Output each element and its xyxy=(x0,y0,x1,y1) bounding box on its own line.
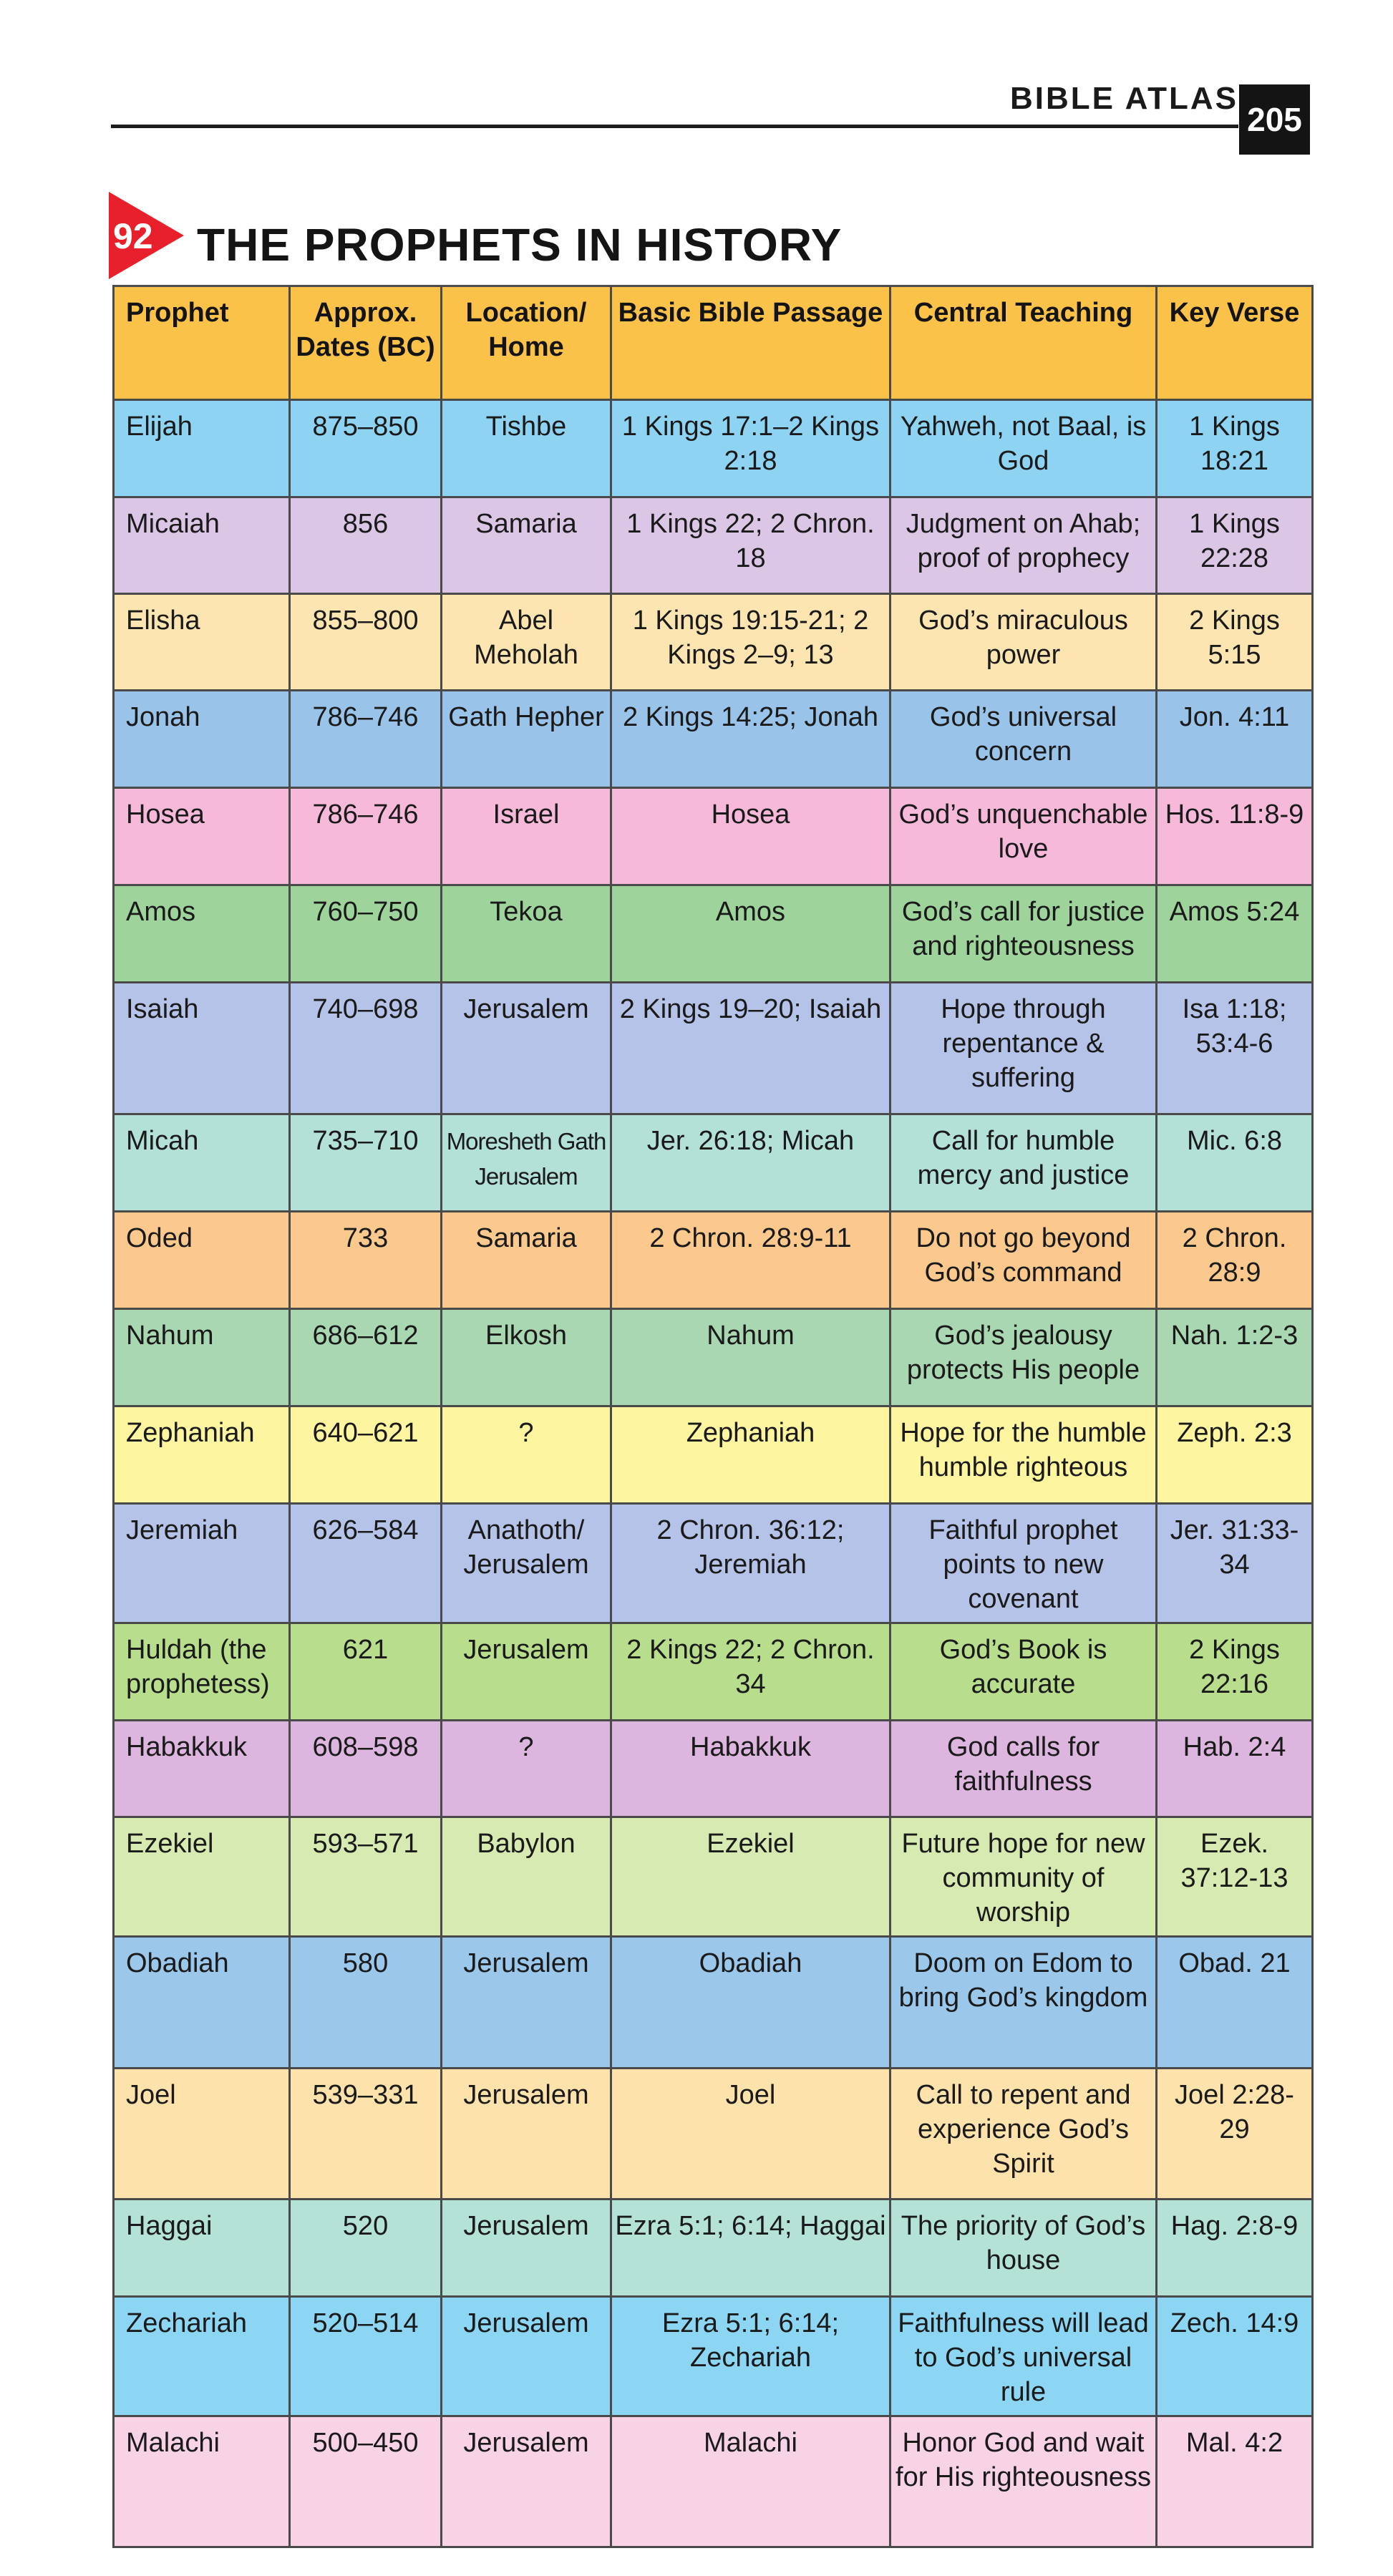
cell-passage: Nahum xyxy=(611,1309,890,1406)
cell-passage: 1 Kings 22; 2 Chron. 18 xyxy=(611,497,890,594)
cell-location: Tishbe xyxy=(442,400,611,497)
cell-dates: 626–584 xyxy=(290,1504,442,1623)
table-row xyxy=(114,885,1313,983)
cell-teaching: Future hope for new community of worship xyxy=(890,1817,1157,1937)
cell-prophet: Isaiah xyxy=(114,983,290,1114)
table-row xyxy=(114,1212,1313,1309)
cell-location: Jerusalem xyxy=(442,2416,611,2547)
cell-prophet: Amos xyxy=(114,885,290,983)
cell-teaching: God’s call for justice and righteousness xyxy=(890,885,1157,983)
cell-prophet: Ezekiel xyxy=(114,1817,290,1937)
cell-dates: 520 xyxy=(290,2200,442,2297)
cell-dates: 580 xyxy=(290,1937,442,2069)
cell-location: Gath Hepher xyxy=(442,691,611,788)
cell-dates: 786–746 xyxy=(290,691,442,788)
cell-passage: Obadiah xyxy=(611,1937,890,2069)
cell-teaching: Doom on Edom to bring God’s kingdom xyxy=(890,1937,1157,2069)
table-row xyxy=(114,1623,1313,1721)
cell-prophet: Zechariah xyxy=(114,2297,290,2416)
chart-number: 92 xyxy=(113,216,153,256)
cell-key-verse: Jon. 4:11 xyxy=(1157,691,1313,788)
cell-dates: 735–710 xyxy=(290,1114,442,1212)
cell-key-verse: Mal. 4:2 xyxy=(1157,2416,1313,2547)
cell-key-verse: 2 Kings 5:15 xyxy=(1157,594,1313,691)
cell-passage: Ezra 5:1; 6:14; Haggai xyxy=(611,2200,890,2297)
prophets-table xyxy=(112,285,1314,2548)
cell-prophet: Joel xyxy=(114,2069,290,2200)
cell-prophet: Elisha xyxy=(114,594,290,691)
cell-passage: Habakkuk xyxy=(611,1721,890,1817)
table-row xyxy=(114,1937,1313,2069)
cell-teaching: God’s unquenchable love xyxy=(890,788,1157,885)
cell-location: Jerusalem xyxy=(442,1623,611,1721)
cell-location: Babylon xyxy=(442,1817,611,1937)
cell-prophet: Micaiah xyxy=(114,497,290,594)
cell-teaching: God’s miraculous power xyxy=(890,594,1157,691)
cell-location: ? xyxy=(442,1721,611,1817)
cell-passage: Ezekiel xyxy=(611,1817,890,1937)
table-row xyxy=(114,691,1313,788)
cell-teaching: Call to repent and experience God’s Spirit xyxy=(890,2069,1157,2200)
cell-dates: 593–571 xyxy=(290,1817,442,1937)
cell-key-verse: Mic. 6:8 xyxy=(1157,1114,1313,1212)
cell-dates: 786–746 xyxy=(290,788,442,885)
cell-passage: 2 Chron. 28:9-11 xyxy=(611,1212,890,1309)
cell-passage: 2 Kings 14:25; Jonah xyxy=(611,691,890,788)
cell-location: Elkosh xyxy=(442,1309,611,1406)
cell-dates: 856 xyxy=(290,497,442,594)
cell-dates: 760–750 xyxy=(290,885,442,983)
cell-teaching: Yahweh, not Baal, is God xyxy=(890,400,1157,497)
cell-prophet: Oded xyxy=(114,1212,290,1309)
cell-key-verse: Hab. 2:4 xyxy=(1157,1721,1313,1817)
cell-key-verse: 2 Kings 22:16 xyxy=(1157,1623,1313,1721)
cell-passage: 2 Kings 19–20; Isaiah xyxy=(611,983,890,1114)
table-row xyxy=(114,594,1313,691)
cell-passage: 2 Chron. 36:12; Jeremiah xyxy=(611,1504,890,1623)
cell-dates: 539–331 xyxy=(290,2069,442,2200)
column-header: Central Teaching xyxy=(890,286,1157,400)
cell-dates: 608–598 xyxy=(290,1721,442,1817)
table-row xyxy=(114,2297,1313,2416)
cell-passage: 2 Kings 22; 2 Chron. 34 xyxy=(611,1623,890,1721)
table-body xyxy=(114,400,1313,2547)
cell-location: Abel Meholah xyxy=(442,594,611,691)
cell-key-verse: Hos. 11:8-9 xyxy=(1157,788,1313,885)
cell-passage: Amos xyxy=(611,885,890,983)
column-header: Location/ Home xyxy=(442,286,611,400)
cell-location: Jerusalem xyxy=(442,2200,611,2297)
cell-key-verse: 1 Kings 22:28 xyxy=(1157,497,1313,594)
cell-teaching: Do not go beyond God’s command xyxy=(890,1212,1157,1309)
cell-prophet: Huldah (the prophetess) xyxy=(114,1623,290,1721)
cell-passage: 1 Kings 17:1–2 Kings 2:18 xyxy=(611,400,890,497)
cell-key-verse: 1 Kings 18:21 xyxy=(1157,400,1313,497)
column-header: Prophet xyxy=(114,286,290,400)
cell-teaching: Hope for the humble humble righteous xyxy=(890,1406,1157,1504)
cell-dates: 686–612 xyxy=(290,1309,442,1406)
table-row xyxy=(114,1504,1313,1623)
book-title: BIBLE ATLAS xyxy=(1010,81,1238,116)
cell-passage: Zephaniah xyxy=(611,1406,890,1504)
cell-teaching: God’s Book is accurate xyxy=(890,1623,1157,1721)
cell-key-verse: Isa 1:18; 53:4-6 xyxy=(1157,983,1313,1114)
cell-location: Jerusalem xyxy=(442,983,611,1114)
table-row xyxy=(114,497,1313,594)
cell-teaching: Judgment on Ahab; proof of prophecy xyxy=(890,497,1157,594)
cell-dates: 640–621 xyxy=(290,1406,442,1504)
cell-key-verse: Hag. 2:8-9 xyxy=(1157,2200,1313,2297)
cell-teaching: Faithful prophet points to new covenant xyxy=(890,1504,1157,1623)
column-header: Key Verse xyxy=(1157,286,1313,400)
cell-prophet: Haggai xyxy=(114,2200,290,2297)
cell-prophet: Jeremiah xyxy=(114,1504,290,1623)
cell-dates: 520–514 xyxy=(290,2297,442,2416)
cell-location: Samaria xyxy=(442,1212,611,1309)
cell-location: Israel xyxy=(442,788,611,885)
cell-teaching: Honor God and wait for His righteousness xyxy=(890,2416,1157,2547)
cell-passage: Joel xyxy=(611,2069,890,2200)
table-row xyxy=(114,2200,1313,2297)
cell-prophet: Hosea xyxy=(114,788,290,885)
cell-dates: 740–698 xyxy=(290,983,442,1114)
cell-prophet: Habakkuk xyxy=(114,1721,290,1817)
table-row xyxy=(114,1114,1313,1212)
cell-teaching: Faithfulness will lead to God’s universal rule xyxy=(890,2297,1157,2416)
cell-passage: Malachi xyxy=(611,2416,890,2547)
cell-dates: 621 xyxy=(290,1623,442,1721)
cell-teaching: The priority of God’s house xyxy=(890,2200,1157,2297)
cell-prophet: Elijah xyxy=(114,400,290,497)
table-header-row xyxy=(114,286,1313,400)
cell-teaching: God calls for faithfulness xyxy=(890,1721,1157,1817)
cell-key-verse: Jer. 31:33-34 xyxy=(1157,1504,1313,1623)
cell-location: Jerusalem xyxy=(442,2069,611,2200)
cell-dates: 855–800 xyxy=(290,594,442,691)
column-header: Approx. Dates (BC) xyxy=(290,286,442,400)
chart-number-badge xyxy=(109,192,184,279)
table-row xyxy=(114,1817,1313,1937)
chart-title: THE PROPHETS IN HISTORY xyxy=(197,219,843,271)
table-row xyxy=(114,2069,1313,2200)
cell-key-verse: Zeph. 2:3 xyxy=(1157,1406,1313,1504)
cell-passage: 1 Kings 19:15-21; 2 Kings 2–9; 13 xyxy=(611,594,890,691)
cell-key-verse: Nah. 1:2-3 xyxy=(1157,1309,1313,1406)
cell-key-verse: 2 Chron. 28:9 xyxy=(1157,1212,1313,1309)
cell-location: Anathoth/ Jerusalem xyxy=(442,1504,611,1623)
cell-key-verse: Ezek. 37:12-13 xyxy=(1157,1817,1313,1937)
table-row xyxy=(114,788,1313,885)
cell-key-verse: Zech. 14:9 xyxy=(1157,2297,1313,2416)
cell-passage: Jer. 26:18; Micah xyxy=(611,1114,890,1212)
cell-teaching: Hope through repentance & suffering xyxy=(890,983,1157,1114)
column-header: Basic Bible Passage xyxy=(611,286,890,400)
cell-dates: 733 xyxy=(290,1212,442,1309)
cell-location: Moresheth Gath Jerusalem xyxy=(442,1114,611,1212)
cell-prophet: Nahum xyxy=(114,1309,290,1406)
cell-key-verse: Joel 2:28-29 xyxy=(1157,2069,1313,2200)
page-number: 205 xyxy=(1239,84,1310,155)
cell-location: Tekoa xyxy=(442,885,611,983)
cell-passage: Ezra 5:1; 6:14; Zechariah xyxy=(611,2297,890,2416)
cell-location: ? xyxy=(442,1406,611,1504)
cell-prophet: Obadiah xyxy=(114,1937,290,2069)
cell-prophet: Micah xyxy=(114,1114,290,1212)
cell-key-verse: Obad. 21 xyxy=(1157,1937,1313,2069)
cell-key-verse: Amos 5:24 xyxy=(1157,885,1313,983)
cell-prophet: Zephaniah xyxy=(114,1406,290,1504)
cell-location: Jerusalem xyxy=(442,2297,611,2416)
cell-teaching: Call for humble mercy and justice xyxy=(890,1114,1157,1212)
cell-dates: 875–850 xyxy=(290,400,442,497)
cell-teaching: God’s universal concern xyxy=(890,691,1157,788)
table-row xyxy=(114,1309,1313,1406)
cell-dates: 500–450 xyxy=(290,2416,442,2547)
cell-teaching: God’s jealousy protects His people xyxy=(890,1309,1157,1406)
table-row xyxy=(114,983,1313,1114)
table-row xyxy=(114,1406,1313,1504)
running-head xyxy=(111,77,1238,128)
table-row xyxy=(114,2416,1313,2547)
cell-prophet: Jonah xyxy=(114,691,290,788)
cell-location: Samaria xyxy=(442,497,611,594)
table-row xyxy=(114,400,1313,497)
table-row xyxy=(114,1721,1313,1817)
cell-passage: Hosea xyxy=(611,788,890,885)
cell-location: Jerusalem xyxy=(442,1937,611,2069)
cell-prophet: Malachi xyxy=(114,2416,290,2547)
